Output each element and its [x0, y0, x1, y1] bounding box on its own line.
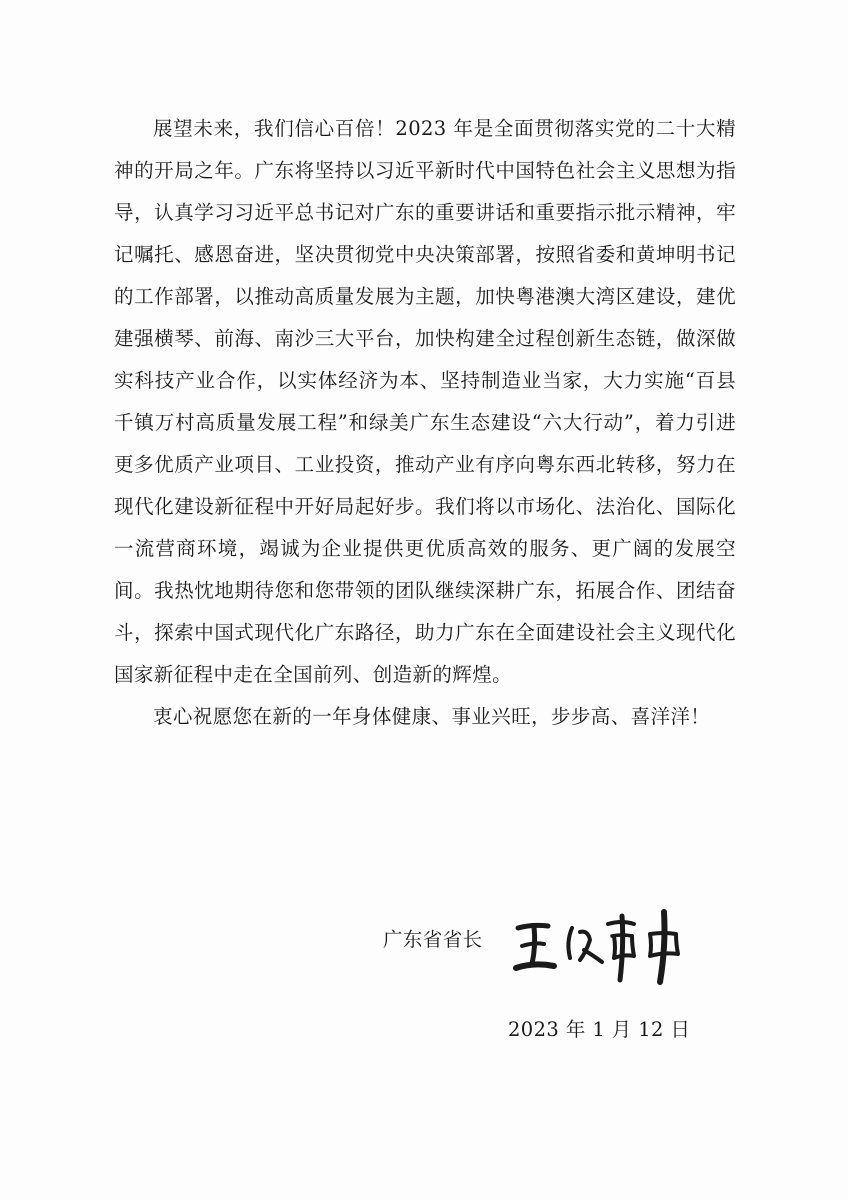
letter-paragraph-closing: 衷心祝愿您在新的一年身体健康、事业兴旺，步步高、喜洋洋！ — [153, 705, 711, 728]
letter-paragraph-main: 展望未来，我们信心百倍！2023 年是全面贯彻落实党的二十大精神的开局之年。广东将坚持以习近平新时代中国特色社会主义思想为指导，认真学习习近平总书记对广东的重要讲话和重要指示批示精神，牢记嘱托、感恩奋进，坚决贯彻党中央决策部署，按照省委和黄坤明书记的工作部署，以推动高质量发展为主题，加快粤港澳大湾区建设，建优建强横琴、前海、南沙三大平台，加快构建全过程创新生态链，做深做实科技产业合作，以实体经济为本、坚持制造业当家，大力实施“百县千镇万村高质量发展工程”和绿美广东生态建设“六大行动”，着力引进更多优质产业项目、工业投资，推动产业有序向粤东西北转移，努力在现代化建设新征程中开好局起好步。我们将以市场化、法治化、国际化一流营商环境，竭诚为企业提供更优质高效的服务、更广阔的发展空间。我热忱地期待您和您带领的团队继续深耕广东，拓展合作、团结奋斗，探索中国式现代化广东路径，助力广东在全面建设社会主义现代化国家新征程中走在全国前列、创造新的辉煌。 — [114, 117, 736, 686]
letter-body — [114, 108, 736, 738]
signatory-title: 广东省省长 — [383, 928, 483, 951]
handwritten-signature — [510, 906, 700, 986]
letter-date: 2023 年 1 月 12 日 — [508, 1018, 691, 1041]
